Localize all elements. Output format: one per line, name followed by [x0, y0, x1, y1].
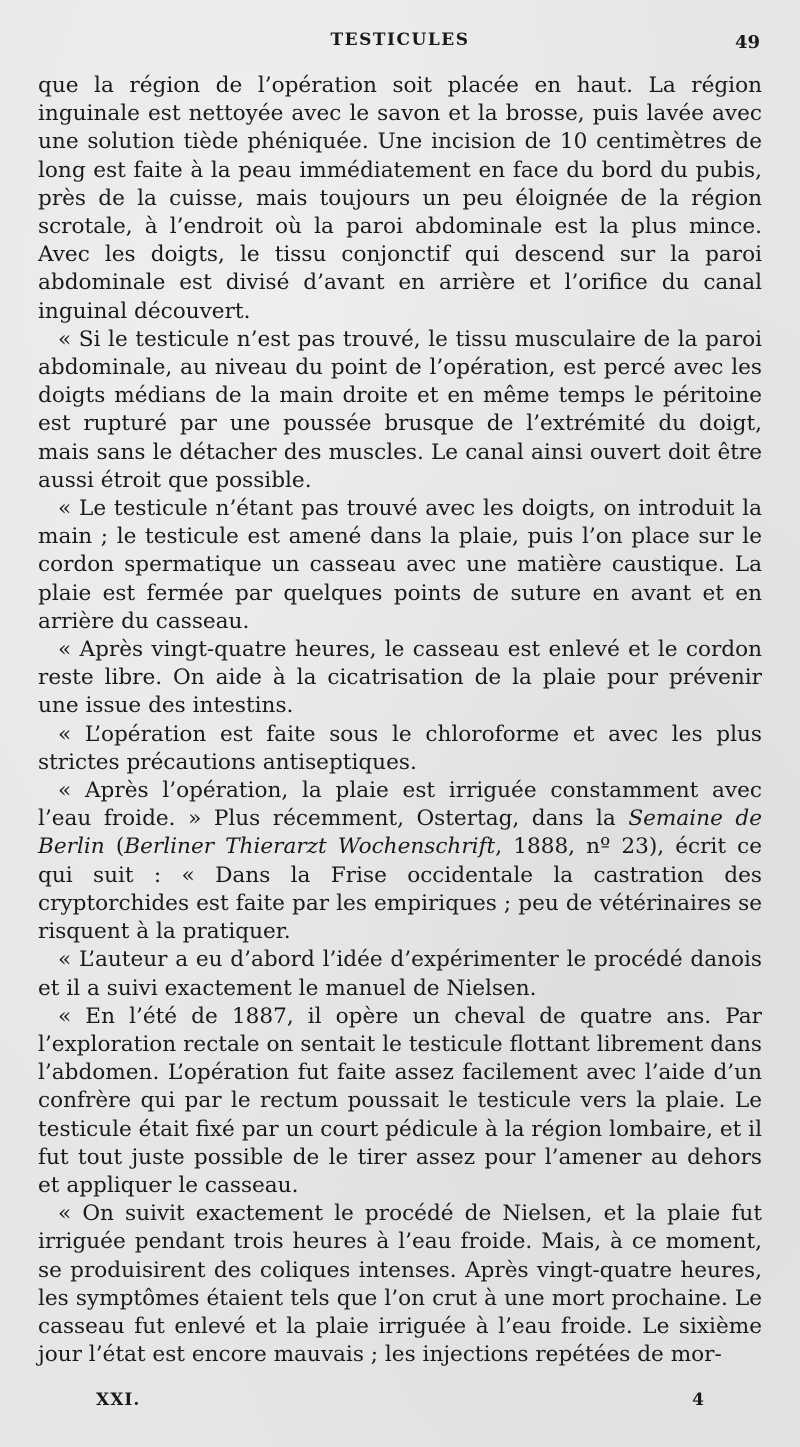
paragraph-4: « Après vingt-quatre heures, le casseau est enlevé et le cordon reste libre. On aide à la cicatrisation de la plaie pour prévenir une issue des intestins.	[38, 637, 762, 719]
journal-title-german: Berliner Thierarzt Wochenschrift	[124, 834, 496, 860]
running-title: TESTICULES	[330, 30, 470, 50]
paragraph-6-text-a: « Après l’opération, la plaie est irriguée constamment avec l’eau froide. » Plus récemment, Ostertag, dans la	[38, 778, 762, 832]
paragraph-3: « Le testicule n’étant pas trouvé avec les doigts, on introduit la main ; le testicule est amené dans la plaie, puis l’on place sur le cordon spermatique un casseau avec une matière caustique. La plaie est fermée par quelques points de suture en avant et en arrière du casseau.	[38, 496, 762, 634]
journal-title-french: Semaine de Berlin	[38, 806, 762, 860]
paragraph-2: « Si le testicule n’est pas trouvé, le tissu musculaire de la paroi abdominale, au niveau du point de l’opération, est percé avec les doigts médians de la main droite et en même temps le péritoine est rupturé par une poussée brusque de l’extrémité du doigt, mais sans le détacher des muscles. Le canal ainsi ouvert doit être aussi étroit que possible.	[38, 326, 762, 493]
paragraph-6-text-b: (	[104, 834, 125, 860]
signature-mark: XXI.	[96, 1390, 141, 1410]
paragraph-9: « On suivit exactement le procédé de Nielsen, et la plaie fut irriguée pendant trois heures à l’eau froide. Mais, à ce moment, se produisirent des coliques intenses. Après vingt-quatre heures, les symptômes étaient tels que l’on crut à une mort prochaine. Le casseau fut enlevé et la plaie irriguée à l’eau froide. Le sixième jour l’état est encore mauvais ; les injections repétées de mor-	[38, 1201, 762, 1368]
paragraph-5: « L’opération est faite sous le chloroforme et avec les plus strictes précautions antiseptiques.	[38, 721, 762, 775]
paragraph-6-text-c: , 1888, nº 23), écrit ce qui suit : « Dans la Frise occidentale la castration des cryptorchides est faite par les empiriques ; peu de vétérinaires se risquent à la pratiquer.	[38, 834, 762, 945]
sheet-number: 4	[692, 1390, 704, 1410]
paragraph-7: « L’auteur a eu d’abord l’idée d’expérimenter le procédé danois et il a suivi exactement le manuel de Nielsen.	[38, 947, 762, 1001]
page-number: 49	[734, 32, 760, 53]
page-header	[36, 30, 764, 60]
page-footer	[96, 1390, 704, 1414]
body-text	[38, 72, 762, 1369]
paragraph-1: que la région de l’opération soit placée en haut. La région inguinale est nettoyée avec le savon et la brosse, puis lavée avec une solution tiède phéniquée. Une incision de 10 centimètres de long est faite à la peau immédiatement en face du bord du pubis, près de la cuisse, mais toujours un peu éloignée de la région scrotale, à l’endroit où la paroi abdominale est la plus mince. Avec les doigts, le tissu conjonctif qui descend sur la paroi abdominale est divisé d’avant en arrière et l’orifice du canal inguinal découvert.	[38, 73, 762, 324]
paragraph-8: « En l’été de 1887, il opère un cheval de quatre ans. Par l’exploration rectale on sentait le testicule flottant librement dans l’abdomen. L’opération fut faite assez facilement avec l’aide d’un confrère qui par le rectum poussait le testicule vers la plaie. Le testicule était fixé par un court pédicule à la région lombaire, et il fut tout juste possible de le tirer assez pour l’amener au dehors et appliquer le casseau.	[38, 1003, 762, 1198]
paragraph-6	[38, 777, 762, 946]
